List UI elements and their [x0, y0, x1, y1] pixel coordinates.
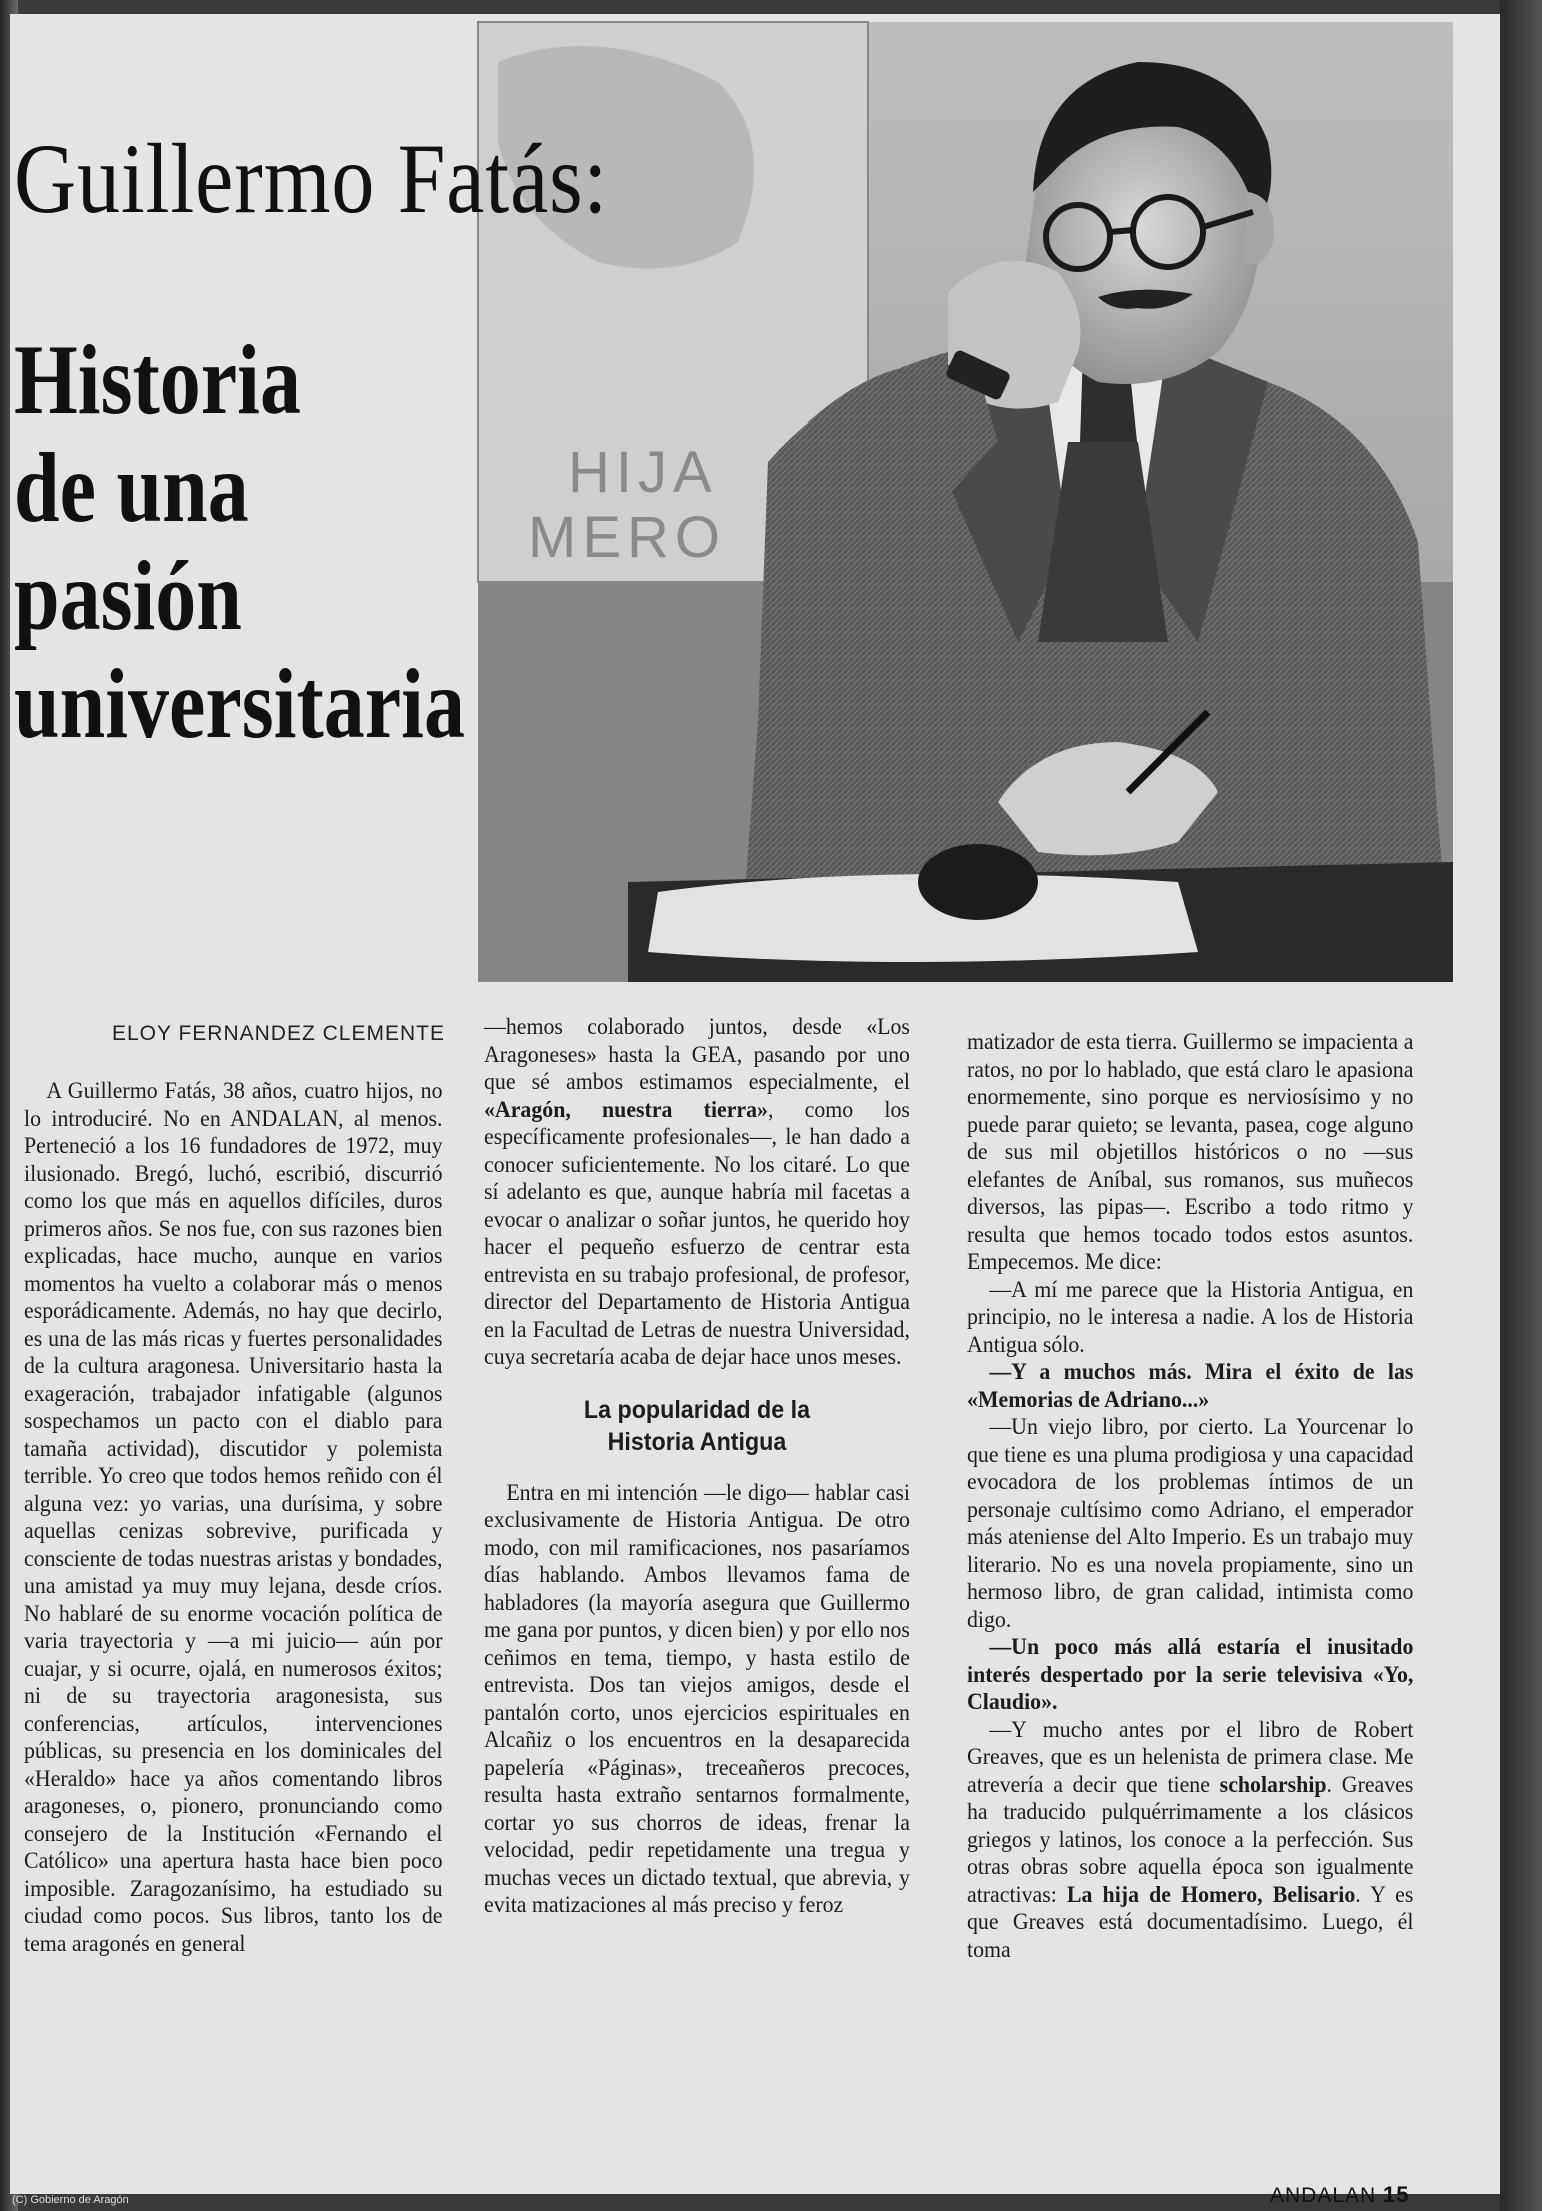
paragraph: —Un viejo libro, por cierto. La Yourcenar lo que tiene es una pluma prodigiosa y una capacidad evocadora de los problemas íntimos de un personaje cultísimo como Adriano, el emperador más ateniense del Alto Imperio. Es un trabajo muy literario. No es una novela propiamente, sino un hermoso libro, de gran calidad, intimista como digo.: [967, 1414, 1414, 1633]
subtitle-line: de una: [14, 432, 249, 543]
copyright-credit: (C) Gobierno de Aragón: [12, 2194, 129, 2206]
poster-text-2: MERO: [528, 505, 726, 570]
paragraph: —A mí me parece que la Historia Antigua, en principio, no le interesa a nadie. A los de Historia Antigua sólo.: [967, 1276, 1414, 1358]
paragraph: Entra en mi intención —le digo— hablar casi exclusivamente de Historia Antigua. De otro modo, con mil ramificaciones, nos pasaríamos días hablando. Ambos llevamos fama de habladores (la mayoría asegura que Guillermo me gana por puntos, y dicen bien) y por ello nos ceñimos en tema, tiempo, y hasta estilo de entrevista. Dos tan viejos amigos, desde el pantalón corto, unos ejercicios espirituales en Alcañiz o los encuentros en la desaparecida papelería «Páginas», treceañeros precoces, resulta hasta extraño sentarnos formalmente, cortar yo sus chorros de ideas, frenar la velocidad, pedir repetidamente una tregua y muchas veces un dictado textual, que abrevia, y evita matizaciones al más preciso y feroz: [484, 1479, 910, 1918]
bold-title: «Aragón, nuestra tierra»: [484, 1096, 768, 1123]
subtitle-line: universitaria: [14, 648, 465, 759]
magazine-name: ANDALAN: [1270, 2184, 1377, 2207]
paragraph: —Y mucho antes por el libro de Robert Greaves, que es un helenista de primera clase. Me atrevería a decir que tiene scholarship. Greaves ha traducido pulquérrimamente a los clásicos griegos y latinos, los conoce a la perfección. Sus otras obras sobre aquella época son igualmente atractivas: La hija de Homero, Belisario. Y es que Greaves está documentadísimo. Luego, él toma: [967, 1716, 1414, 1963]
paragraph: —hemos colaborado juntos, desde «Los Aragoneses» hasta la GEA, pasando por uno que sé ambos estimamos especialmente, el «Aragón, nuestra tierra», como los específicamente profesionales—, le han dado a conocer suficientemente. No los citaré. Lo que sí adelanto es que, aunque habría mil facetas a evocar o analizar o soñar juntos, he querido hoy hacer el pequeño esfuerzo de centrar esta entrevista en su trabajo profesional, de profesor, director del Departamento de Historia Antigua en la Facultad de Letras de nuestra Universidad, cuya secretaría acaba de dejar hace unos meses.: [484, 1014, 910, 1370]
question: —Un poco más allá estaría el inusitado interés despertado por la serie televisiva «Yo, Claudio».: [967, 1634, 1414, 1715]
scan-right-edge: [1500, 0, 1542, 2211]
page-number: 15: [1383, 2182, 1410, 2207]
question: —Y a muchos más. Mira el éxito de las «Memorias de Adriano...»: [967, 1359, 1414, 1413]
paragraph: matizador de esta tierra. Guillermo se impacienta a ratos, no por lo hablado, que está claro le apasiona enormemente, sino porque es nerviosísimo y no puede parar quieto; se levanta, pasea, coge alguno de sus mil objetillos históricos o no —sus elefantes de Aníbal, sus romanos, sus muñecos diversos, las pipas—. Escribo a todo ritmo y resulta que hemos tocado todos estos asuntos. Empecemos. Me dice:: [967, 1029, 1414, 1275]
text-column-1: [24, 1078, 443, 1958]
poster-text-1: HIJA: [568, 440, 718, 505]
page-footer: [1270, 2182, 1410, 2208]
headline-name: Guillermo Fatás:: [14, 123, 609, 234]
portrait-photo: [478, 22, 1453, 982]
author-byline: ELOY FERNANDEZ CLEMENTE: [111, 1022, 445, 1045]
text-column-3: [967, 1029, 1413, 1964]
headline-subtitle: [14, 326, 465, 758]
pipe-icon: [918, 844, 1038, 920]
section-heading: La popularidad de la Historia Antigua: [583, 1395, 811, 1456]
subtitle-line: Historia: [14, 324, 301, 435]
subtitle-line: pasión: [14, 540, 242, 651]
text-column-2: [484, 1014, 910, 1920]
paragraph: A Guillermo Fatás, 38 años, cuatro hijos, no lo introduciré. No en ANDALAN, al menos. Perteneció a los 16 fundadores de 1972, muy ilusionado. Bregó, luchó, escribió, discurrió como los que más en aquellos difíciles, duros primeros años. Se nos fue, con sus razones bien explicadas, hace mucho, aunque en varios momentos ha vuelto a colaborar más o menos esporádicamente. Además, no hay que decirlo, es una de las más ricas y fuertes personalidades de la cultura aragonesa. Universitario hasta la exageración, trabajador infatigable (algunos sospechamos un pacto con el diablo para tamaña actividad), discutidor y polemista terrible. Yo creo que todos hemos reñido con él alguna vez: yo varias, una durísima, y sobre aquellas cenizas sobrevive, purificada y consciente de todas nuestras aristas y bondades, una amistad ya muy muy lejana, desde críos. No hablaré de su enorme vocación política de varia trayectoria y —a mi juicio— aún por cuajar, y si ocurre, ojalá, en numerosos éxitos; ni de su trayectoria aragonesista, sus conferencias, artículos, intervenciones públicas, su presencia en los dominicales del «Heraldo» hace ya años comentando libros aragoneses, o, pionero, pronunciando como consejero de la Institución «Fernando el Católico» una apertura hasta hace bien poco imposible. Zaragozanísimo, ha estudiado su ciudad como pocos. Sus libros, tanto los de tema aragonés en general: [24, 1078, 443, 1957]
